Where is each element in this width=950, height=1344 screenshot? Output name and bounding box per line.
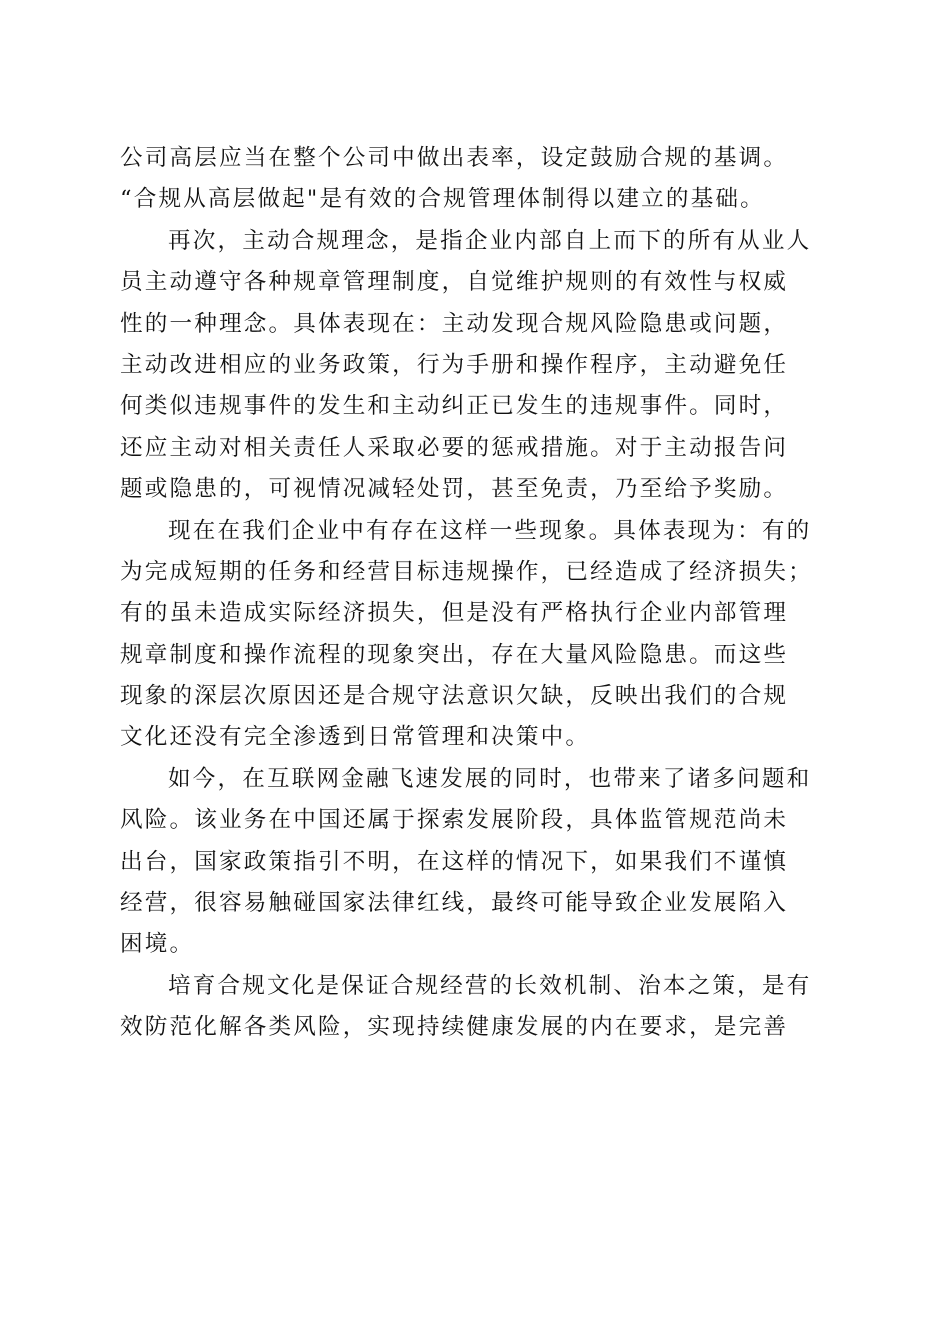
text-line: 经营，很容易触碰国家法律红线，最终可能导致企业发展陷入 <box>120 890 789 917</box>
paragraph-first-line: 如今，在互联网金融飞速发展的同时，也带来了诸多问题和 <box>168 765 812 792</box>
paragraph-first-line: 现在在我们企业中有存在这样一些现象。具体表现为：有的 <box>168 517 812 544</box>
text-line: 规章制度和操作流程的现象突出，存在大量风险隐患。而这些 <box>120 641 789 668</box>
text-line: 困境。 <box>120 931 195 958</box>
text-line: 有的虽未造成实际经济损失，但是没有严格执行企业内部管理 <box>120 600 789 627</box>
text-line: 文化还没有完全渗透到日常管理和决策中。 <box>120 724 591 751</box>
text-line: 现象的深层次原因还是合规守法意识欠缺，反映出我们的合规 <box>120 683 789 710</box>
text-line: 还应主动对相关责任人采取必要的惩戒措施。对于主动报告问 <box>120 434 789 461</box>
text-line: 何类似违规事件的发生和主动纠正已发生的违规事件。同时， <box>120 393 789 420</box>
text-line: 风险。该业务在中国还属于探索发展阶段，具体监管规范尚未 <box>120 807 789 834</box>
text-line: 员主动遵守各种规章管理制度，自觉维护规则的有效性与权威 <box>120 269 789 296</box>
text-line: 公司高层应当在整个公司中做出表率，设定鼓励合规的基调。 <box>120 145 789 171</box>
text-line: “合规从高层做起"是有效的合规管理体制得以建立的基础。 <box>120 186 765 213</box>
document-body <box>120 138 840 1049</box>
text-line: 出台，国家政策指引不明，在这样的情况下，如果我们不谨慎 <box>120 848 789 875</box>
text-line: 效防范化解各类风险，实现持续健康发展的内在要求，是完善 <box>120 1014 789 1041</box>
paragraph-first-line: 再次，主动合规理念，是指企业内部自上而下的所有从业人 <box>168 227 812 254</box>
text-line: 性的一种理念。具体表现在：主动发现合规风险隐患或问题， <box>120 310 789 337</box>
paragraph-first-line: 培育合规文化是保证合规经营的长效机制、治本之策，是有 <box>168 972 812 999</box>
text-line: 主动改进相应的业务政策，行为手册和操作程序，主动避免任 <box>120 351 789 378</box>
text-line: 题或隐患的，可视情况减轻处罚，甚至免责，乃至给予奖励。 <box>120 476 789 503</box>
text-line: 为完成短期的任务和经营目标违规操作，已经造成了经济损失； <box>120 558 813 585</box>
